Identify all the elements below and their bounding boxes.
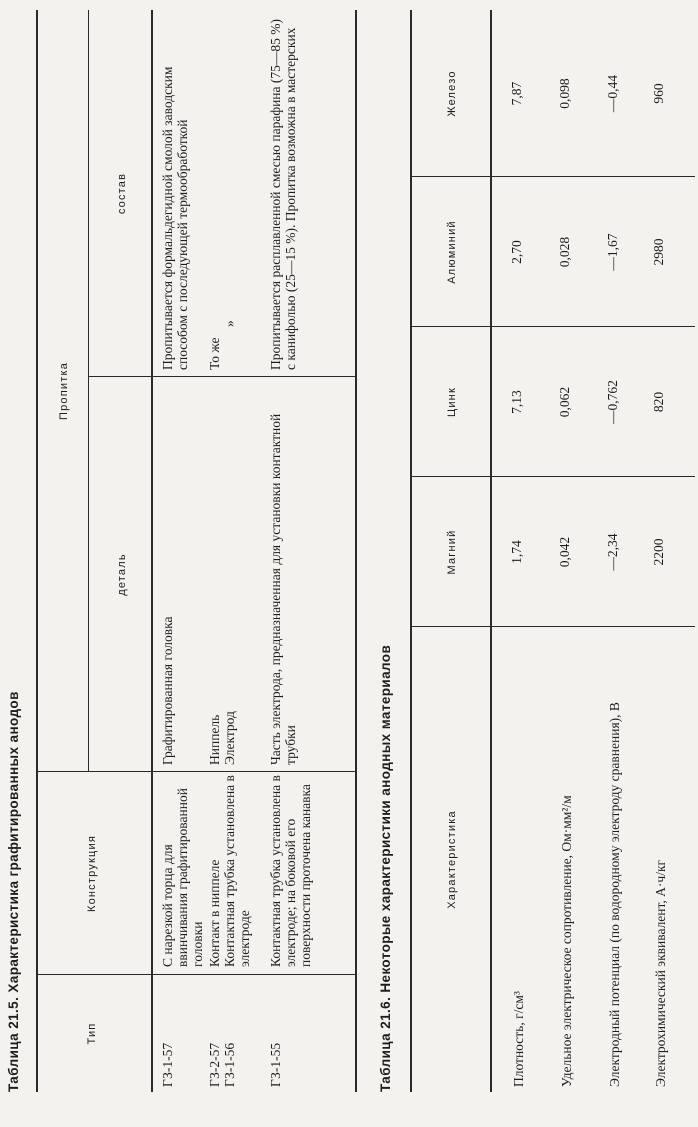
row4-composition: Пропитывается расплавленной смесью парафина (75—85 %) с канифолью (25—15 %). Пропитка возможна в мастерских — [268, 18, 298, 370]
t2-row4-iron: 960 — [651, 83, 666, 104]
t2-row4-magnesium: 2200 — [651, 538, 666, 566]
row1-composition: Пропитывается формальдегидной смолой заводским способом с последующей термообработкой — [160, 66, 190, 370]
t2-row2-magnesium: 0,042 — [557, 536, 572, 568]
row1-type: ГЗ-1-57 — [160, 1042, 175, 1087]
t2-row3-zinc: —0,762 — [605, 380, 620, 424]
t2-row3-magnesium: —2,34 — [605, 533, 620, 571]
t2-row2-iron: 0,098 — [557, 78, 572, 109]
t2-row4-aluminium: 2980 — [651, 238, 666, 266]
table-21-5-header-rule — [151, 10, 153, 1092]
header-aluminium: Алюминий — [446, 220, 458, 284]
row3-part: Электрод — [222, 711, 237, 765]
row3-construction: Контактная трубка установлена в электроде — [222, 775, 252, 967]
t2-row3-aluminium: —1,67 — [605, 233, 620, 271]
row2-type: ГЗ-2-57 — [207, 1042, 222, 1087]
t2-row1-aluminium: 2,70 — [509, 240, 524, 264]
header-zinc: Цинк — [446, 387, 458, 417]
row3-composition: » — [222, 320, 237, 327]
header-iron: Железо — [446, 70, 458, 117]
header-impregnation: Пропитка — [58, 361, 70, 421]
col-sep-part — [88, 376, 355, 377]
t2-row2-name: Удельное электрическое сопротивление, Ом·мм²/м — [559, 795, 574, 1087]
row4-construction: Контактная трубка установлена в электроде; на боковой его поверхности проточена канавка — [268, 775, 313, 967]
t2-row1-magnesium: 1,74 — [509, 540, 524, 564]
row4-part: Часть электрода, предназначенная для установки контактной трубки — [268, 413, 298, 765]
header-characteristic: Характеристика — [446, 810, 458, 909]
impregnation-sub-rule — [88, 10, 89, 772]
t2-row2-aluminium: 0,028 — [557, 236, 572, 268]
header-type: Тип — [86, 1022, 98, 1045]
header-construction: Конструкция — [86, 834, 98, 913]
table-21-6-header-rule — [490, 10, 492, 1092]
t2-row4-zinc: 820 — [651, 391, 666, 413]
t2-row3-iron: —0,44 — [605, 74, 620, 113]
table-21-6-top-rule — [410, 10, 412, 1092]
table-21-5-bottom-rule — [355, 10, 357, 1092]
t2-row3-name: Электродный потенциал (по водородному электроду сравнения), В — [607, 702, 622, 1087]
row3-type: ГЗ-1-56 — [222, 1042, 237, 1087]
t2-row1-iron: 7,87 — [509, 81, 524, 106]
col-sep-type — [36, 974, 355, 975]
table-21-5-title: Таблица 21.5. Характеристика графитированных анодов — [6, 691, 21, 1092]
col-sep-construction — [36, 771, 355, 772]
header-magnesium: Магний — [446, 529, 458, 575]
row2-part: Ниппель — [207, 714, 222, 765]
header-composition: состав — [116, 172, 128, 215]
t2-row1-name: Плотность, г/см³ — [511, 991, 526, 1087]
row4-type: ГЗ-1-55 — [268, 1042, 283, 1087]
t2-row1-zinc: 7,13 — [509, 390, 524, 414]
table-21-5-top-rule — [36, 10, 38, 1092]
header-part: деталь — [116, 553, 128, 596]
row1-part: Графитированная головка — [160, 616, 175, 765]
table-21-6-title: Таблица 21.6. Некоторые характеристики анодных материалов — [378, 644, 393, 1092]
row1-construction: С нарезкой торца для ввинчивания графитированной головки — [160, 788, 205, 967]
row2-construction: Контакт в ниппеле — [207, 859, 222, 967]
t2-row4-name: Электрохимический эквивалент, А·ч/кг — [653, 859, 668, 1087]
row2-composition: То же — [207, 337, 222, 370]
t2-row2-zinc: 0,062 — [557, 386, 572, 418]
